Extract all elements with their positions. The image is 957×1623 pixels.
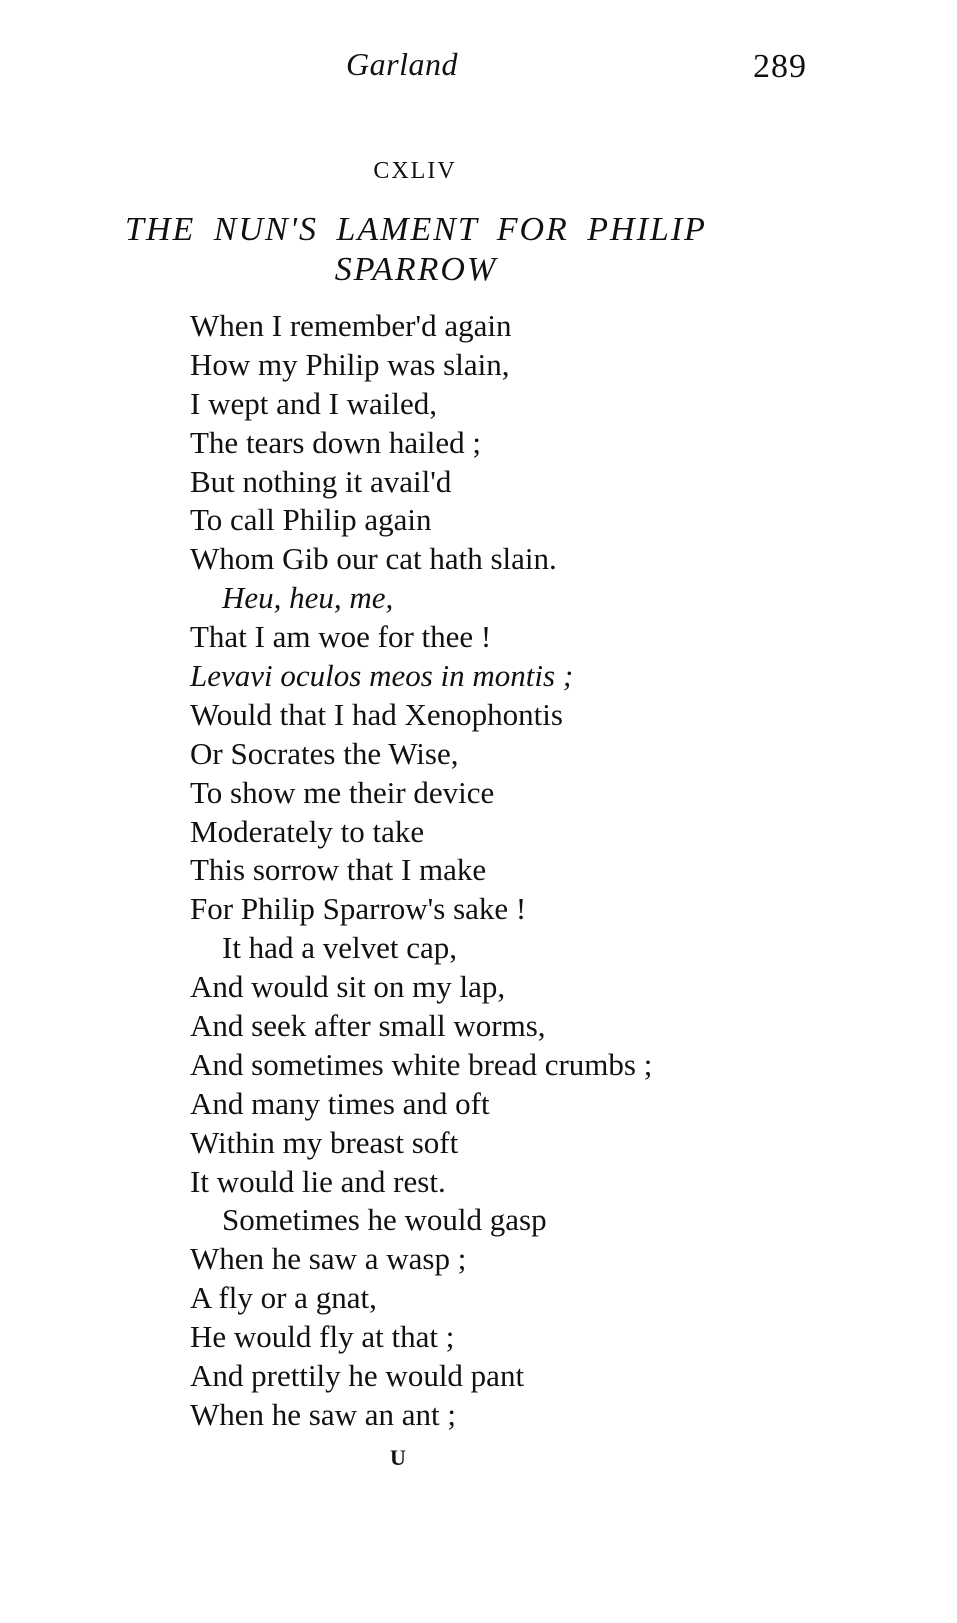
poem-line: For Philip Sparrow's sake ! <box>190 891 527 927</box>
running-title: Garland <box>346 46 458 82</box>
poem-line: Sometimes he would gasp <box>222 1202 547 1238</box>
poem-line: When I remember'd again <box>190 308 512 343</box>
running-head <box>0 46 957 86</box>
poem-line: When he saw a wasp ; <box>190 1241 467 1277</box>
poem-body <box>0 307 957 1435</box>
signature-mark: U <box>390 1445 406 1470</box>
page-number: 289 <box>753 48 807 85</box>
poem-line: And seek after small worms, <box>190 1008 546 1044</box>
poem-line: Within my breast soft <box>190 1124 459 1160</box>
poem-line: To show me their device <box>190 774 495 810</box>
poem-line: Moderately to take <box>190 813 425 849</box>
poem-line: It had a velvet cap, <box>222 930 457 966</box>
poem-line: How my Philip was slain, <box>190 346 510 382</box>
poem-line: That I am woe for thee ! <box>190 619 492 655</box>
poem-line: And prettily he would pant <box>190 1358 525 1394</box>
poem-line: I wept and I wailed, <box>190 385 438 421</box>
poem-line: Or Socrates the Wise, <box>190 735 459 771</box>
poem-title-line: THE NUN'S LAMENT FOR PHILIP <box>125 211 707 248</box>
poem-line: But nothing it avail'd <box>190 463 452 499</box>
poem-line: Heu, heu, me, <box>222 580 394 616</box>
poem-title-line: SPARROW <box>334 251 498 288</box>
poem-line: When he saw an ant ; <box>190 1396 456 1432</box>
poem-line: He would fly at that ; <box>190 1319 455 1355</box>
poem-line: The tears down hailed ; <box>190 424 481 460</box>
poem-line: Levavi oculos meos in montis ; <box>190 658 574 694</box>
poem-title <box>66 210 766 290</box>
poem-number: CXLIV <box>373 158 457 184</box>
poem-line: It would lie and rest. <box>190 1163 446 1199</box>
poem-line: A fly or a gnat, <box>190 1280 377 1316</box>
poem-line: This sorrow that I make <box>190 852 487 888</box>
poem-line: Whom Gib our cat hath slain. <box>190 541 557 577</box>
poem-line: And many times and oft <box>190 1085 490 1121</box>
poem-line: Would that I had Xenophontis <box>190 696 563 732</box>
poem-line: And sometimes white bread crumbs ; <box>190 1046 653 1082</box>
poem-line: To call Philip again <box>190 502 432 538</box>
poem-line: And would sit on my lap, <box>190 969 506 1005</box>
